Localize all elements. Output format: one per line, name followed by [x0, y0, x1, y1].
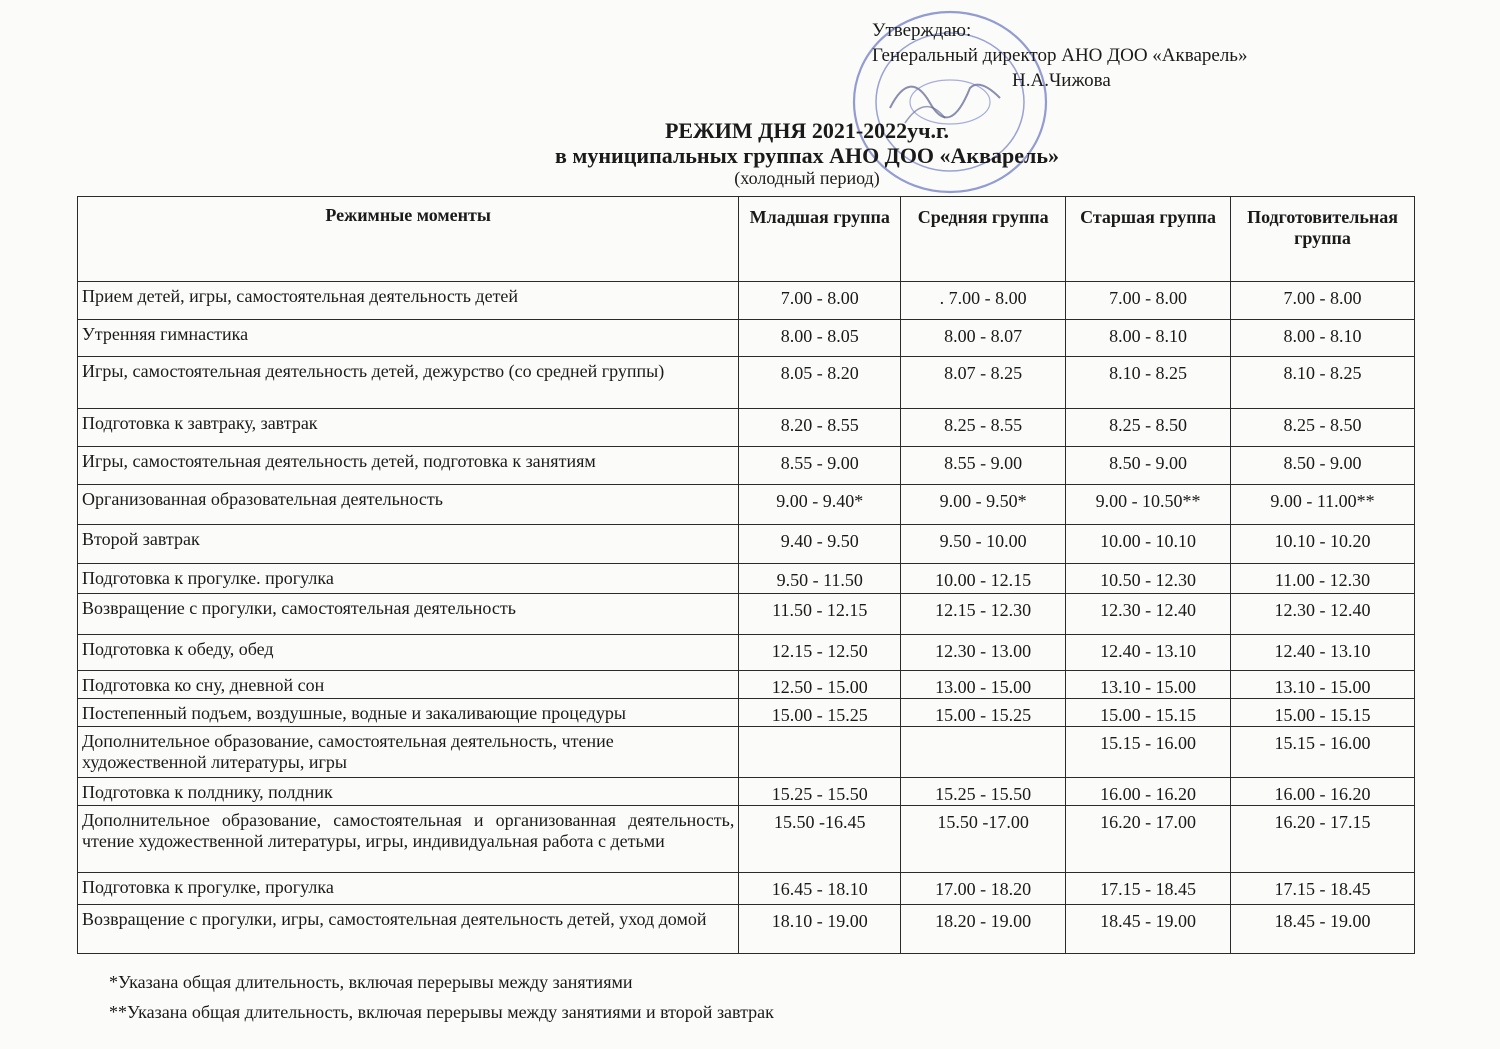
table-row — [78, 778, 1415, 806]
table-header-row — [78, 197, 1415, 282]
document-heading — [0, 118, 1500, 188]
cell-junior-time: 7.00 - 8.00 — [739, 282, 901, 320]
table-row — [78, 594, 1415, 635]
header-senior: Старшая группа — [1066, 197, 1231, 282]
cell-junior-time: 9.40 - 9.50 — [739, 525, 901, 564]
table-row — [78, 873, 1415, 905]
cell-middle-time: 8.00 - 8.07 — [901, 320, 1066, 357]
table-row — [78, 447, 1415, 485]
table-row — [78, 727, 1415, 778]
table-row — [78, 282, 1415, 320]
cell-activity: Организованная образовательная деятельность — [78, 485, 739, 525]
document-title: РЕЖИМ ДНЯ 2021-2022уч.г. — [664, 118, 950, 143]
cell-prep-time: 8.50 - 9.00 — [1231, 447, 1415, 485]
cell-senior-time: 8.00 - 8.10 — [1066, 320, 1231, 357]
cell-middle-time: 12.30 - 13.00 — [901, 635, 1066, 671]
cell-activity: Подготовка к прогулке, прогулка — [78, 873, 739, 905]
schedule-table — [77, 196, 1415, 954]
table-row — [78, 671, 1415, 699]
cell-senior-time: 8.50 - 9.00 — [1066, 447, 1231, 485]
cell-junior-time — [739, 727, 901, 778]
cell-prep-time: 8.00 - 8.10 — [1231, 320, 1415, 357]
cell-junior-time: 18.10 - 19.00 — [739, 905, 901, 954]
cell-activity: Дополнительное образование, самостоятельная деятельность, чтение художественной литературы, игры — [78, 727, 739, 778]
cell-prep-time: 18.45 - 19.00 — [1231, 905, 1415, 954]
cell-activity: Игры, самостоятельная деятельность детей, подготовка к занятиям — [78, 447, 739, 485]
cell-junior-time: 15.50 -16.45 — [739, 806, 901, 873]
table-row — [78, 905, 1415, 954]
cell-activity: Второй завтрак — [78, 525, 739, 564]
cell-middle-time: 8.07 - 8.25 — [901, 357, 1066, 409]
table-row — [78, 806, 1415, 873]
cell-middle-time: . 7.00 - 8.00 — [901, 282, 1066, 320]
cell-activity: Дополнительное образование, самостоятельная и организованная деятельность, чтение художественной литературы, игры, индивидуальная работа с детьми — [78, 806, 739, 873]
approval-block — [872, 18, 1332, 93]
table-row — [78, 564, 1415, 594]
cell-junior-time: 15.25 - 15.50 — [739, 778, 901, 806]
cell-activity: Постепенный подъем, воздушные, водные и закаливающие процедуры — [78, 699, 739, 727]
cell-activity: Подготовка к обеду, обед — [78, 635, 739, 671]
cell-middle-time — [901, 727, 1066, 778]
cell-middle-time: 8.55 - 9.00 — [901, 447, 1066, 485]
table-row — [78, 525, 1415, 564]
cell-middle-time: 12.15 - 12.30 — [901, 594, 1066, 635]
cell-senior-time: 15.15 - 16.00 — [1066, 727, 1231, 778]
cell-senior-time: 12.40 - 13.10 — [1066, 635, 1231, 671]
cell-prep-time: 7.00 - 8.00 — [1231, 282, 1415, 320]
cell-prep-time: 9.00 - 11.00** — [1231, 485, 1415, 525]
cell-prep-time: 12.40 - 13.10 — [1231, 635, 1415, 671]
footnote-2: **Указана общая длительность, включая перерывы между занятиями и второй завтрак — [109, 1002, 774, 1022]
cell-senior-time: 9.00 - 10.50** — [1066, 485, 1231, 525]
cell-activity: Подготовка ко сну, дневной сон — [78, 671, 739, 699]
cell-prep-time: 15.00 - 15.15 — [1231, 699, 1415, 727]
cell-junior-time: 8.20 - 8.55 — [739, 409, 901, 447]
cell-prep-time: 13.10 - 15.00 — [1231, 671, 1415, 699]
cell-activity: Возвращение с прогулки, самостоятельная деятельность — [78, 594, 739, 635]
cell-activity: Утренняя гимнастика — [78, 320, 739, 357]
cell-prep-time: 8.25 - 8.50 — [1231, 409, 1415, 447]
document-subtitle: в муниципальных группах АНО ДОО «Акварель» — [555, 143, 1059, 168]
cell-middle-time: 15.25 - 15.50 — [901, 778, 1066, 806]
cell-senior-time: 18.45 - 19.00 — [1066, 905, 1231, 954]
cell-prep-time: 12.30 - 12.40 — [1231, 594, 1415, 635]
cell-prep-time: 16.00 - 16.20 — [1231, 778, 1415, 806]
table-row — [78, 320, 1415, 357]
cell-junior-time: 16.45 - 18.10 — [739, 873, 901, 905]
cell-middle-time: 8.25 - 8.55 — [901, 409, 1066, 447]
cell-junior-time: 9.00 - 9.40* — [739, 485, 901, 525]
approval-label: Утверждаю: — [872, 20, 972, 41]
cell-prep-time: 15.15 - 16.00 — [1231, 727, 1415, 778]
cell-senior-time: 16.20 - 17.00 — [1066, 806, 1231, 873]
cell-senior-time: 8.10 - 8.25 — [1066, 357, 1231, 409]
cell-activity: Игры, самостоятельная деятельность детей, дежурство (со средней группы) — [78, 357, 739, 409]
cell-senior-time: 7.00 - 8.00 — [1066, 282, 1231, 320]
cell-activity: Подготовка к полднику, полдник — [78, 778, 739, 806]
cell-senior-time: 10.50 - 12.30 — [1066, 564, 1231, 594]
cell-middle-time: 17.00 - 18.20 — [901, 873, 1066, 905]
cell-junior-time: 12.50 - 15.00 — [739, 671, 901, 699]
cell-middle-time: 9.50 - 10.00 — [901, 525, 1066, 564]
header-prep: Подготовительная группа — [1231, 197, 1415, 282]
header-junior: Младшая группа — [739, 197, 901, 282]
cell-junior-time: 9.50 - 11.50 — [739, 564, 901, 594]
cell-senior-time: 13.10 - 15.00 — [1066, 671, 1231, 699]
cell-senior-time: 16.00 - 16.20 — [1066, 778, 1231, 806]
cell-junior-time: 12.15 - 12.50 — [739, 635, 901, 671]
table-row — [78, 485, 1415, 525]
cell-senior-time: 8.25 - 8.50 — [1066, 409, 1231, 447]
cell-middle-time: 15.50 -17.00 — [901, 806, 1066, 873]
cell-senior-time: 12.30 - 12.40 — [1066, 594, 1231, 635]
cell-junior-time: 8.00 - 8.05 — [739, 320, 901, 357]
header-activity: Режимные моменты — [78, 197, 739, 282]
cell-middle-time: 9.00 - 9.50* — [901, 485, 1066, 525]
cell-prep-time: 10.10 - 10.20 — [1231, 525, 1415, 564]
document-period: (холодный период) — [734, 168, 880, 188]
table-row — [78, 699, 1415, 727]
cell-middle-time: 13.00 - 15.00 — [901, 671, 1066, 699]
cell-activity: Подготовка к прогулке. прогулка — [78, 564, 739, 594]
footnote-1: *Указана общая длительность, включая перерывы между занятиями — [109, 972, 633, 992]
cell-junior-time: 11.50 - 12.15 — [739, 594, 901, 635]
cell-activity: Возвращение с прогулки, игры, самостоятельная деятельность детей, уход домой — [78, 905, 739, 954]
cell-junior-time: 15.00 - 15.25 — [739, 699, 901, 727]
table-row — [78, 409, 1415, 447]
table-row — [78, 635, 1415, 671]
cell-middle-time: 15.00 - 15.25 — [901, 699, 1066, 727]
cell-senior-time: 17.15 - 18.45 — [1066, 873, 1231, 905]
cell-prep-time: 16.20 - 17.15 — [1231, 806, 1415, 873]
approval-position: Генеральный директор АНО ДОО «Акварель» — [872, 45, 1248, 66]
cell-middle-time: 10.00 - 12.15 — [901, 564, 1066, 594]
cell-senior-time: 15.00 - 15.15 — [1066, 699, 1231, 727]
cell-junior-time: 8.05 - 8.20 — [739, 357, 901, 409]
cell-middle-time: 18.20 - 19.00 — [901, 905, 1066, 954]
cell-prep-time: 8.10 - 8.25 — [1231, 357, 1415, 409]
cell-activity: Прием детей, игры, самостоятельная деятельность детей — [78, 282, 739, 320]
cell-activity: Подготовка к завтраку, завтрак — [78, 409, 739, 447]
approval-signatory: Н.А.Чижова — [1012, 70, 1111, 91]
cell-prep-time: 17.15 - 18.45 — [1231, 873, 1415, 905]
footnotes — [109, 967, 774, 1027]
cell-prep-time: 11.00 - 12.30 — [1231, 564, 1415, 594]
cell-senior-time: 10.00 - 10.10 — [1066, 525, 1231, 564]
cell-junior-time: 8.55 - 9.00 — [739, 447, 901, 485]
header-middle: Средняя группа — [901, 197, 1066, 282]
table-row — [78, 357, 1415, 409]
